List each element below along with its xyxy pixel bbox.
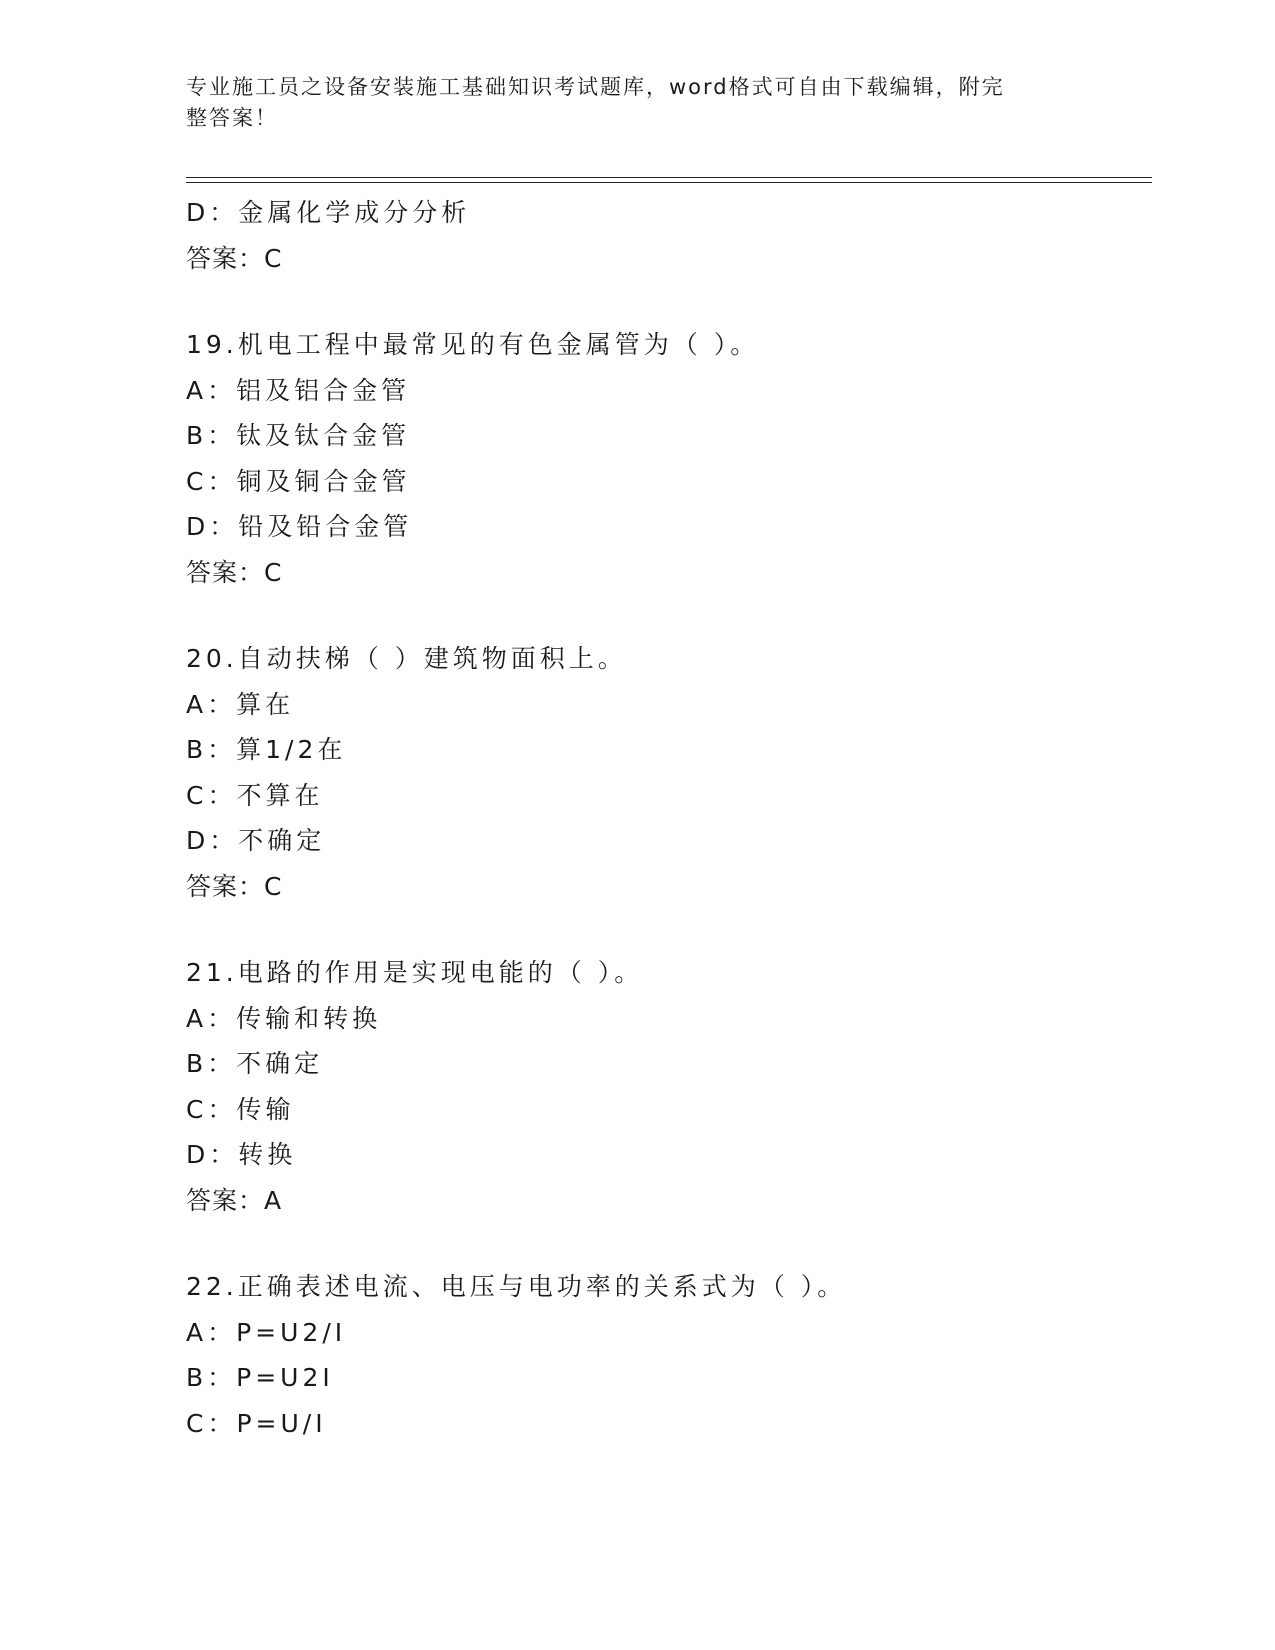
question-stem: 21.电路的作用是实现电能的（ ）。 xyxy=(186,958,644,987)
option-b: B：不确定 xyxy=(186,1049,324,1078)
answer: 答案：C xyxy=(186,871,283,901)
option-d: D：不确定 xyxy=(186,826,326,855)
option-c: C：传输 xyxy=(186,1094,295,1124)
option-a: A：P=U2/I xyxy=(186,1317,347,1347)
previous-question-tail xyxy=(186,190,1136,281)
question-stem: 19.机电工程中最常见的有色金属管为（ ）。 xyxy=(186,330,760,359)
header-divider-top xyxy=(186,177,1152,178)
answer: 答案：C xyxy=(186,243,283,273)
question-19 xyxy=(186,322,1136,595)
header-line-1: 专业施工员之设备安装施工基础知识考试题库，word格式可自由下载编辑，附完 xyxy=(186,75,1005,99)
header-divider-bottom xyxy=(186,182,1152,183)
answer: 答案：A xyxy=(186,1185,283,1215)
question-stem: 22.正确表述电流、电压与电功率的关系式为（ ）。 xyxy=(186,1272,847,1301)
option-c: C：铜及铜合金管 xyxy=(186,466,411,496)
option-d: D：转换 xyxy=(186,1140,297,1169)
option-a: A：算在 xyxy=(186,689,295,719)
option-b: B：P=U2I xyxy=(186,1363,334,1392)
question-20 xyxy=(186,636,1136,909)
question-21 xyxy=(186,950,1136,1223)
question-22 xyxy=(186,1264,1136,1446)
answer: 答案：C xyxy=(186,557,283,587)
header-line-2: 整答案！ xyxy=(186,106,278,130)
option-b: B：算1/2在 xyxy=(186,735,347,764)
option-d: D：铅及铅合金管 xyxy=(186,512,413,541)
page-header xyxy=(186,72,1066,134)
option-c: C：P=U/I xyxy=(186,1408,327,1438)
question-stem: 20.自动扶梯（ ）建筑物面积上。 xyxy=(186,644,627,673)
option-a: A：铝及铝合金管 xyxy=(186,375,411,405)
option-d: D：金属化学成分分析 xyxy=(186,198,471,227)
option-b: B：钛及钛合金管 xyxy=(186,421,411,450)
option-c: C：不算在 xyxy=(186,780,324,810)
option-a: A：传输和转换 xyxy=(186,1003,382,1033)
question-list xyxy=(186,190,1136,1446)
